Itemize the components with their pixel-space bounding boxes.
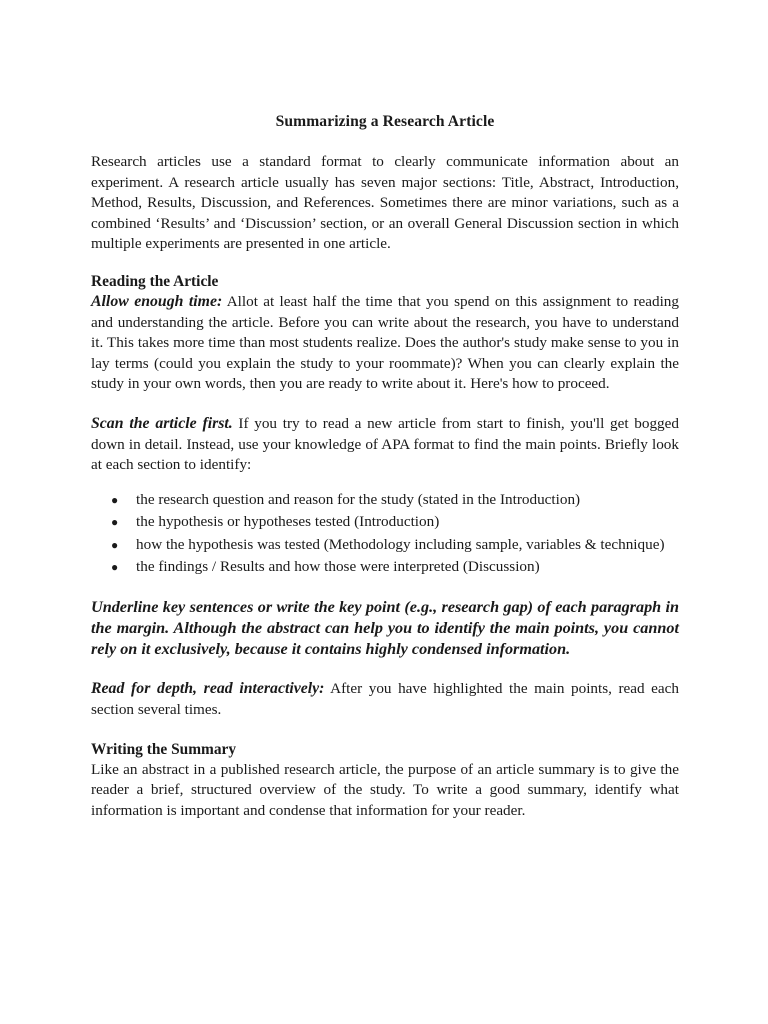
depth-text: After you have highlighted the main points, read each section several times. <box>91 680 679 718</box>
document-title: Summarizing a Research Article <box>275 113 495 130</box>
allow-time-lead: Allow enough time: <box>91 293 223 311</box>
scan-text: If you try to read a new article from start to finish, you'll get bogged down in detail. Instead, use your knowledge of APA format to find the main points. Briefly look at each section to identify: <box>91 415 679 474</box>
document-page <box>91 112 679 821</box>
identify-list <box>91 490 679 578</box>
allow-time-text: Allot at least half the time that you spend on this assignment to reading and understanding the article. Before you can write about the research, you have to understand it. This takes more time than most students realize. Does the author's study make sense to you in lay terms (could you explain the study to your roommate)? When you can clearly explain the study in your own words, then you are ready to write about it. Here's how to proceed. <box>91 293 679 393</box>
depth-lead: Read for depth, read interactively: <box>91 680 325 698</box>
underline-paragraph: Underline key sentences or write the key point (e.g., research gap) of each paragraph in the margin. Although the abstract can help you to identify the main points, you cannot rely on it exclusively, because it contains highly condensed information. <box>91 598 679 658</box>
allow-time-paragraph <box>91 292 679 394</box>
bullet-icon: ● <box>111 515 119 530</box>
writing-paragraph: Like an abstract in a published research article, the purpose of an article summary is to give the reader a brief, structured overview of the study. To write a good summary, identify what information is important and condense that information for your reader. <box>91 760 679 819</box>
bullet-icon: ● <box>111 537 119 552</box>
writing-heading: Writing the Summary <box>91 740 237 758</box>
bullet-icon: ● <box>111 559 119 574</box>
list-item-text: the research question and reason for the study (stated in the Introduction) <box>136 490 581 508</box>
list-item-text: how the hypothesis was tested (Methodology including sample, variables & technique) <box>136 535 665 553</box>
depth-paragraph <box>91 679 679 720</box>
intro-paragraph: Research articles use a standard format to clearly communicate information about an experiment. A research article usually has seven major sections: Title, Abstract, Introduction, Method, Results, Discussion, and References. Sometimes there are minor variations, such as a combined ‘Results’ and ‘Discussion’ section, or an overall General Discussion section in which multiple experiments are presented in one article. <box>91 153 679 253</box>
list-item <box>111 557 679 577</box>
reading-heading: Reading the Article <box>91 273 219 291</box>
list-item-text: the hypothesis or hypotheses tested (Introduction) <box>136 513 440 531</box>
bullet-icon: ● <box>111 492 119 507</box>
list-item <box>111 535 679 555</box>
scan-paragraph <box>91 414 679 475</box>
list-item-text: the findings / Results and how those were interpreted (Discussion) <box>136 557 540 575</box>
scan-lead: Scan the article first. <box>91 415 233 433</box>
list-item <box>111 490 679 510</box>
list-item <box>111 512 679 532</box>
